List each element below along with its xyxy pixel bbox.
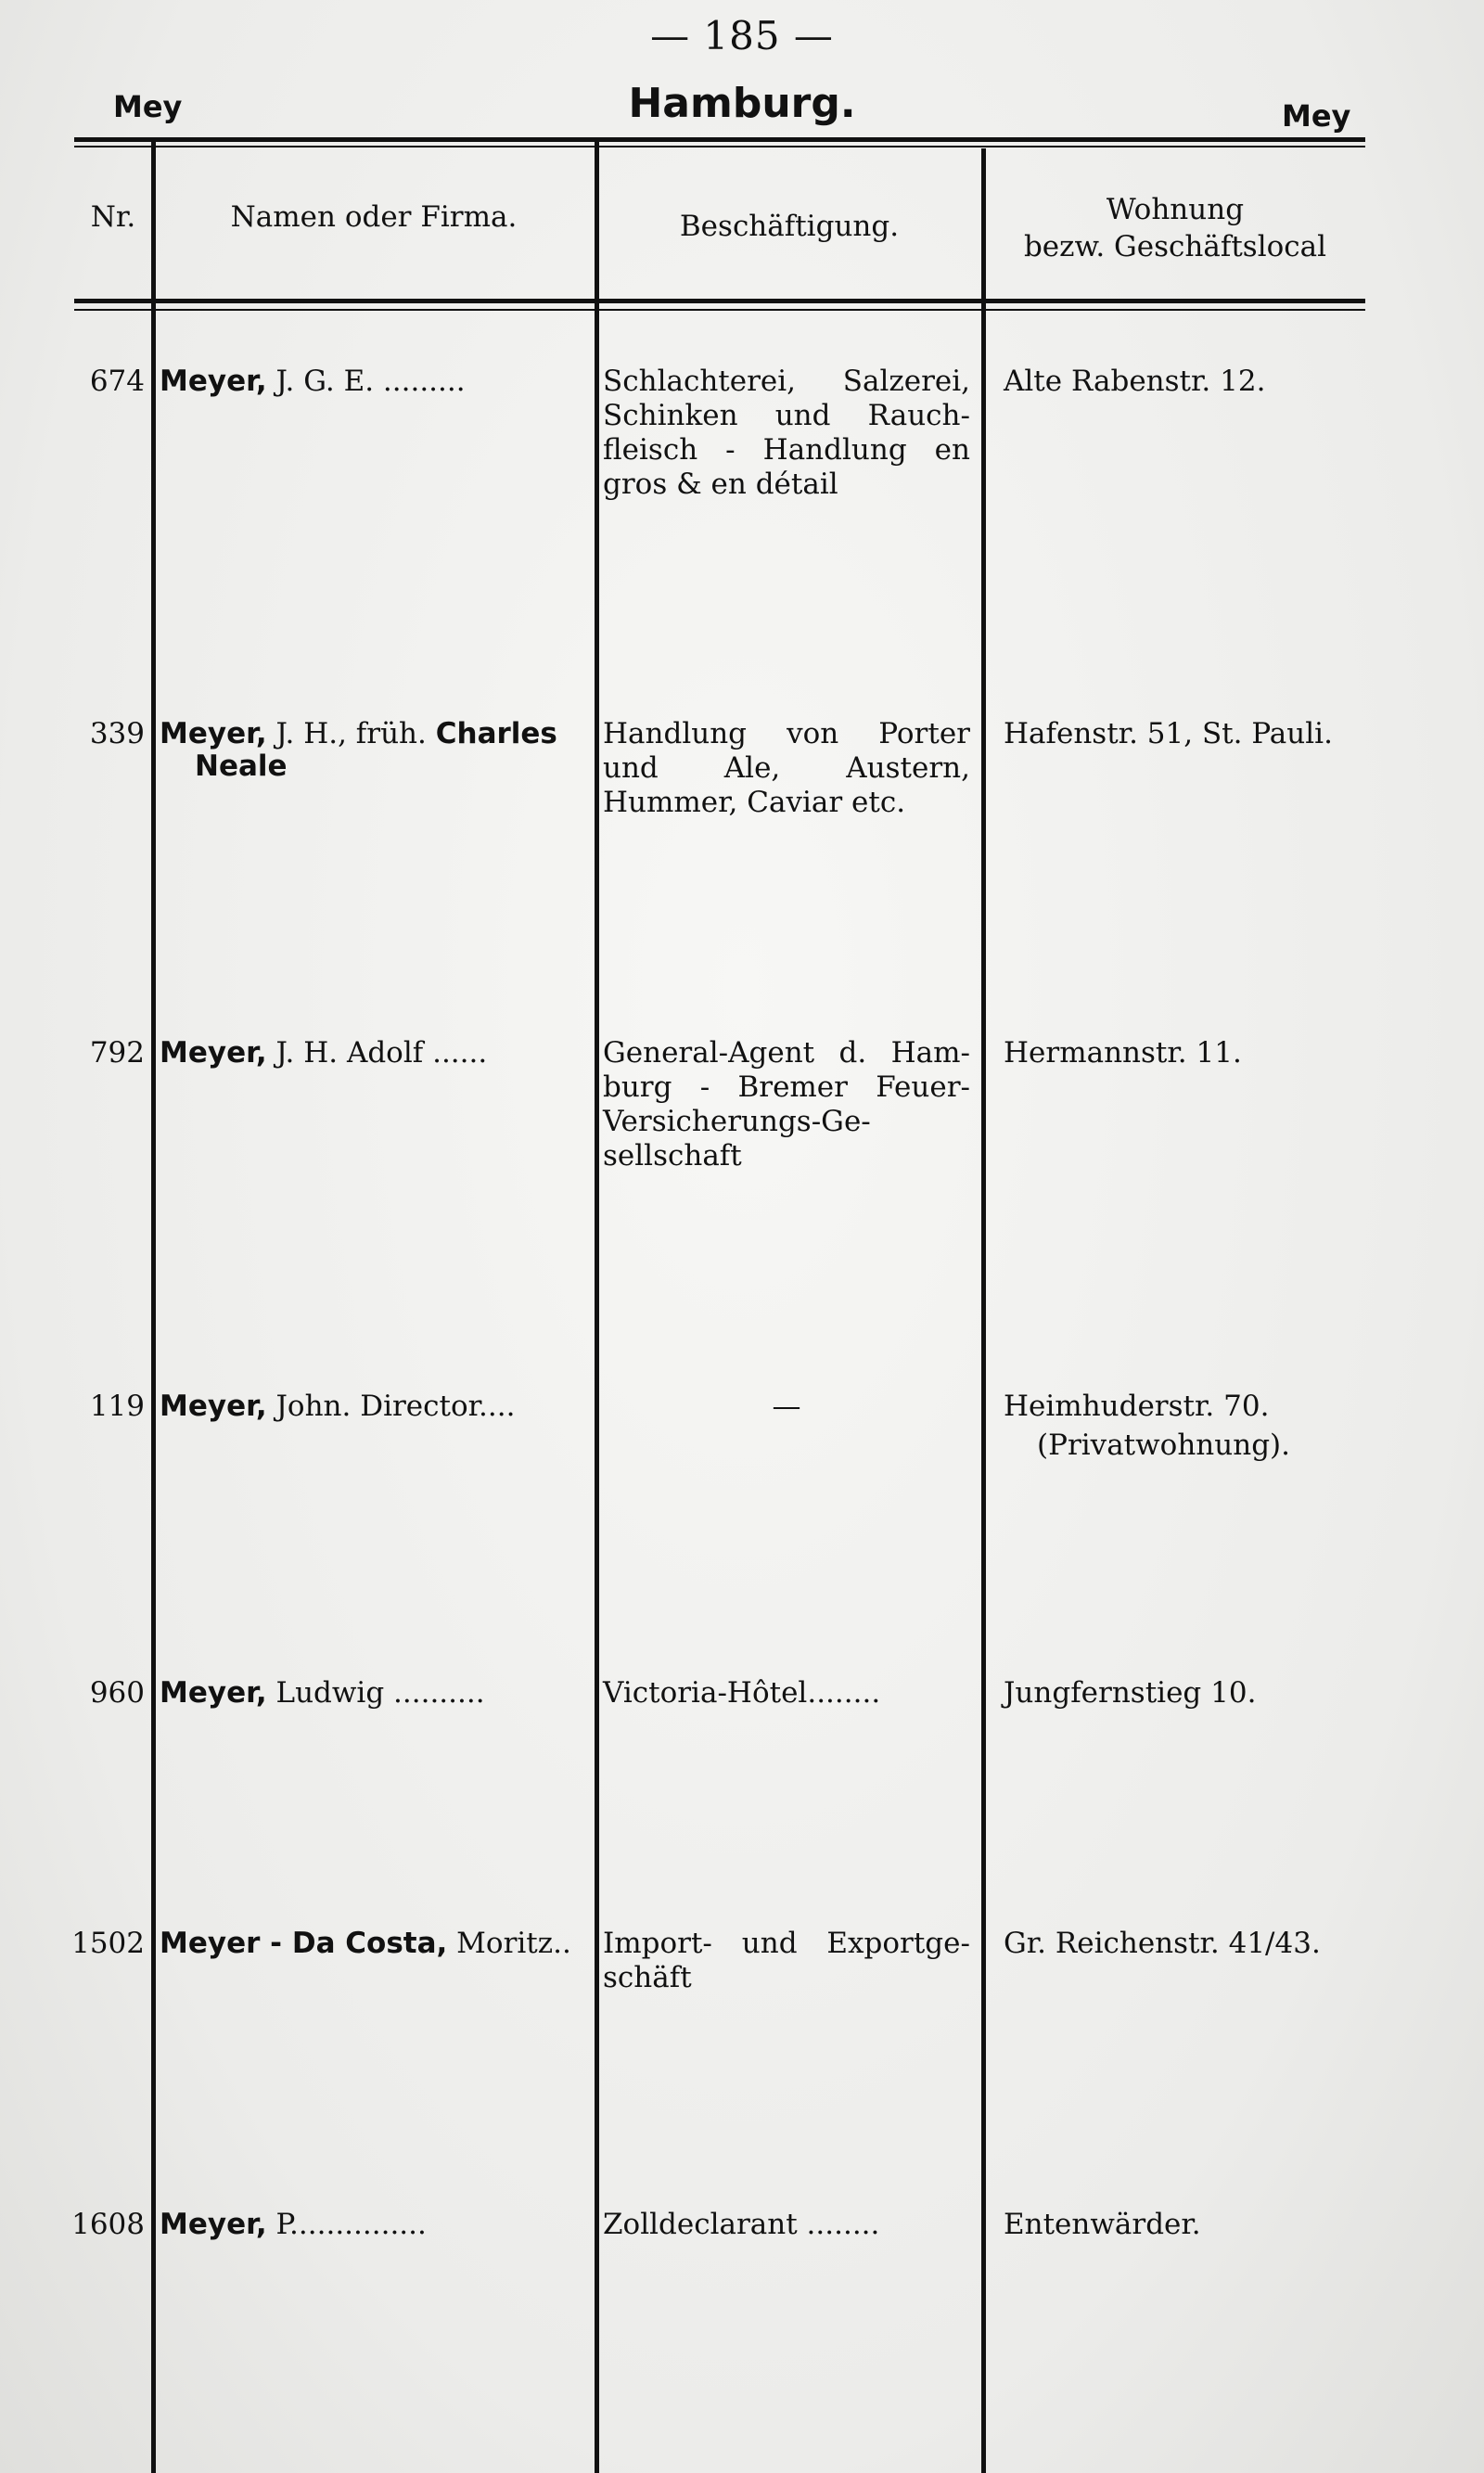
column-header-nr: Nr.	[90, 200, 136, 234]
entry-given-name: John. Director....	[266, 1390, 516, 1423]
entry-occupation: Zolldeclarant ........	[603, 2208, 880, 2241]
entry-number: 960	[89, 1676, 145, 1710]
entry-occupation: General-Agent d. Hamburg - Bremer Feuer-Versicherungs-Gesellschaft	[603, 1036, 970, 1172]
entry-number: 792	[89, 1036, 145, 1070]
column-divider-1	[151, 139, 156, 2473]
entry-address: Heimhuderstr. 70.	[1004, 1390, 1270, 1423]
entry-occupation: Victoria-Hôtel........	[603, 1676, 881, 1710]
entry-address-line2: (Privatwohnung).	[1037, 1429, 1290, 1462]
entry-surname: Meyer,	[160, 365, 267, 398]
entry-surname: Meyer,	[160, 1036, 267, 1070]
entry-surname: Meyer,	[160, 717, 267, 750]
entry-address: Hafenstr. 51, St. Pauli.	[1004, 717, 1333, 750]
entry-name-continuation	[195, 750, 288, 783]
entry-given-name-bold: Charles	[435, 717, 557, 750]
entry-surname: Meyer,	[160, 2208, 267, 2241]
entry-given-name: J. G. E. .........	[266, 365, 466, 398]
column-divider-2	[595, 139, 599, 2473]
entry-address: Entenwärder.	[1004, 2208, 1201, 2241]
entry-number: 674	[89, 365, 145, 398]
column-header-address	[985, 191, 1365, 265]
entry-name	[160, 365, 466, 398]
entry-occupation: Handlung von Porter und Ale, Austern, Hummer, Caviar etc.	[603, 717, 970, 819]
page-title: Hamburg.	[628, 80, 856, 127]
entry-number: 1502	[71, 1927, 145, 1960]
column-header-name: Namen oder Firma.	[230, 200, 518, 234]
column-header-address-line2: bezw. Geschäftslocal	[1023, 230, 1327, 263]
entry-number: 339	[89, 717, 145, 750]
entry-address: Alte Rabenstr. 12.	[1004, 365, 1266, 398]
entry-given-name: J. H., früh.	[266, 717, 436, 750]
entry-address: Hermannstr. 11.	[1004, 1036, 1242, 1070]
top-rule-thin	[74, 146, 1365, 147]
entry-address: Jungfernstieg 10.	[1004, 1676, 1257, 1710]
entry-number: 119	[89, 1390, 145, 1423]
page-number: — 185 —	[650, 13, 834, 58]
entry-name	[160, 1927, 571, 1960]
running-head-left: Mey	[113, 89, 183, 124]
entry-name	[160, 2208, 427, 2241]
entry-surname: Meyer,	[160, 1390, 267, 1423]
header-rule-thin	[74, 309, 1365, 311]
entry-given-name: J. H. Adolf ......	[266, 1036, 488, 1070]
entry-given-name: P...............	[266, 2208, 427, 2241]
entry-address: Gr. Reichenstr. 41/43.	[1004, 1927, 1321, 1960]
entry-name	[160, 1390, 515, 1423]
entry-occupation: Import- und Exportgeschäft	[603, 1927, 970, 1994]
entry-occupation: Schlachterei, Salzerei, Schinken und Rauchfleisch - Handlung en gros & en détail	[603, 365, 970, 501]
entry-name	[160, 1676, 485, 1710]
entry-surname: Meyer,	[160, 1676, 267, 1710]
entry-surname: Meyer - Da Costa,	[160, 1927, 448, 1960]
entry-occupation: —	[772, 1390, 801, 1423]
header-rule	[74, 299, 1365, 303]
column-header-address-line1: Wohnung	[1106, 193, 1245, 226]
entry-name-continuation-text: Neale	[195, 750, 288, 783]
entry-name	[160, 717, 557, 750]
entry-given-name: Ludwig ..........	[266, 1676, 485, 1710]
entry-number: 1608	[71, 2208, 145, 2241]
column-divider-3	[981, 148, 986, 2473]
column-header-occupation: Beschäftigung.	[679, 210, 900, 243]
top-rule	[74, 137, 1365, 142]
entry-given-name: Moritz..	[447, 1927, 571, 1960]
entry-name	[160, 1036, 487, 1070]
running-head-right: Mey	[1282, 98, 1351, 134]
